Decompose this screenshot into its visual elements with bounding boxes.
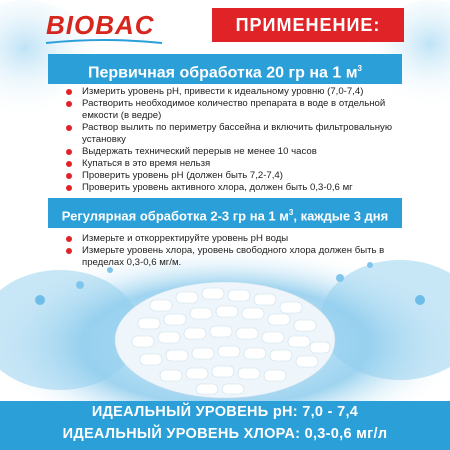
regular-treatment-title-a: Регулярная обработка 2-3 гр на 1 м — [61, 208, 289, 224]
logo-bac-text: BAC — [95, 10, 155, 40]
list-item — [62, 122, 402, 146]
list-item — [62, 170, 402, 182]
list-item-text: Измерьте и откорректируйте уровень pH воды — [82, 233, 289, 244]
bullet-icon — [66, 161, 72, 167]
list-item — [62, 98, 402, 122]
bullet-icon — [66, 248, 72, 254]
logo-bio-text: BIO — [46, 10, 96, 40]
bullet-icon — [66, 101, 72, 107]
regular-treatment-banner — [48, 198, 402, 228]
primary-treatment-banner — [48, 54, 402, 84]
list-item-text: Раствор вылить по периметру бассейна и включить фильтровальную установку — [82, 122, 393, 145]
regular-treatment-list — [62, 233, 402, 269]
list-item — [62, 233, 402, 245]
bullet-icon — [66, 236, 72, 242]
bullet-icon — [66, 185, 72, 191]
list-item-text: Выдержать технический перерыв не менее 10 часов — [82, 146, 317, 157]
bullet-icon — [66, 125, 72, 131]
list-item-text: Измерить уровень pH, привести к идеальному уровню (7,0-7,4) — [82, 86, 364, 97]
list-item-text: Проверить уровень активного хлора, должен быть 0,3-0,6 мг — [82, 182, 353, 193]
list-item — [62, 245, 402, 269]
ideal-chlorine-level: ИДЕАЛЬНЫЙ УРОВЕНЬ ХЛОРА: 0,3-0,6 мг/л — [62, 426, 388, 442]
application-badge: ПРИМЕНЕНИЕ: — [212, 8, 404, 42]
list-item-text: Купаться в это время нельзя — [82, 158, 211, 169]
list-item-text: Проверить уровень pH (должен быть 7,2-7,4) — [82, 170, 283, 181]
bullet-icon — [66, 89, 72, 95]
list-item — [62, 146, 402, 158]
ideal-levels-banner — [0, 401, 450, 450]
list-item-text: Измерьте уровень хлора, уровень свободного хлора должен быть в пределах 0,3-0,6 мг/м. — [82, 245, 385, 268]
primary-treatment-title-sup: 3 — [357, 64, 362, 73]
ideal-ph-level: ИДЕАЛЬНЫЙ УРОВЕНЬ pH: 7,0 - 7,4 — [91, 404, 359, 420]
primary-treatment-list — [62, 86, 402, 194]
bullet-icon — [66, 173, 72, 179]
regular-treatment-title-b: , каждые 3 дня — [293, 208, 389, 224]
bullet-icon — [66, 149, 72, 155]
list-item — [62, 182, 402, 194]
list-item-text: Растворить необходимое количество препарата в воде в отдельной емкости (в ведре) — [82, 98, 386, 121]
primary-treatment-title: Первичная обработка 20 гр на 1 м — [87, 64, 358, 82]
list-item — [62, 86, 402, 98]
logo-swoosh-icon — [44, 39, 164, 45]
regular-treatment-title-sup: 3 — [288, 208, 294, 217]
biobac-logo — [46, 10, 155, 40]
list-item — [62, 158, 402, 170]
